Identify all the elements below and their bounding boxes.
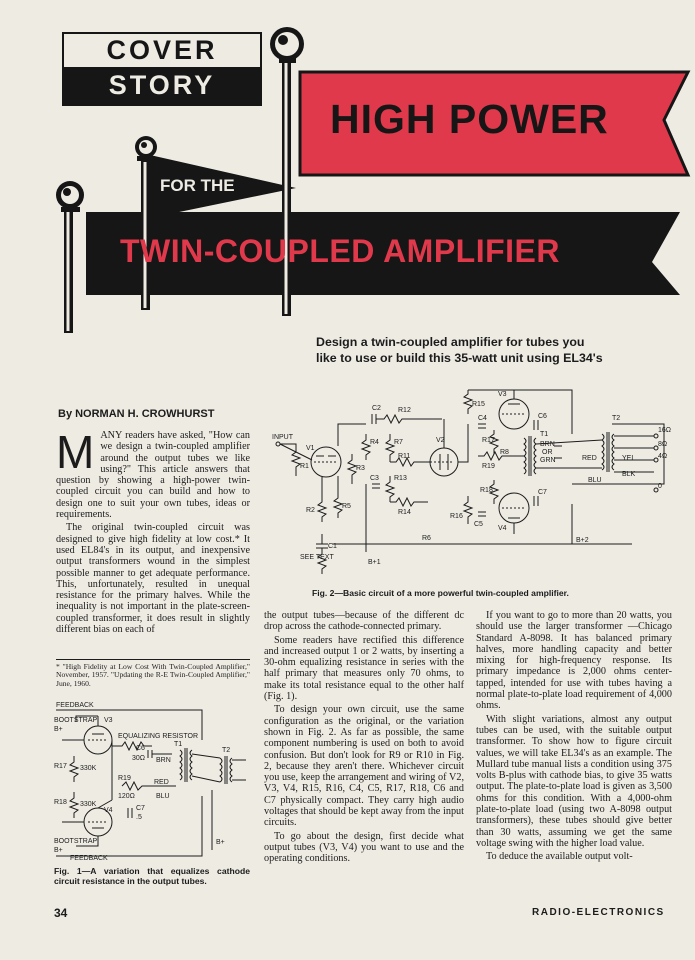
fig2-label-red: RED (582, 455, 597, 462)
fig2-label-r13: R13 (394, 475, 407, 482)
fig2-label-c4: C4 (478, 415, 487, 422)
fig2-label-r17: R17 (482, 437, 495, 444)
story-label: STORY (64, 67, 260, 104)
fig1-label-bootstrap-top: BOOTSTRAP (54, 717, 98, 724)
fig2-label-r11: R11 (398, 453, 411, 460)
col2-paragraph-4: To go about the design, first decide what output tubes (V3, V4) you want to use and the operating conditions. (264, 830, 464, 865)
fig2-label-or: OR (542, 449, 553, 456)
fig1-label-r19: R19 (118, 775, 131, 782)
fig1-label-r17v: 330K (80, 765, 97, 772)
fig2-label-4ohm: 4Ω (658, 453, 668, 460)
fig2-label-blu: BLU (588, 477, 602, 484)
fig1-label-feedback-top: FEEDBACK (56, 702, 94, 709)
fig2-label-r16: R16 (450, 513, 463, 520)
fig2-label-input: INPUT (272, 434, 293, 441)
col1-paragraph-1: ANY readers have asked, "How can we design a twin-coupled amplifier around the output tubes we like using?" This article answers that question by showing a high-power twin-coupled circuit you can build and how to design one to suit your own tubes, ideas or requirements. (56, 430, 250, 521)
fig2-label-r5: R5 (342, 503, 351, 510)
fig2-label-r4: R4 (370, 439, 379, 446)
fig1-label-t2: T2 (222, 747, 231, 754)
fig1-label-c7v: .5 (136, 814, 142, 821)
title-for-the: FOR THE (160, 176, 235, 195)
fig2-label-r15: R15 (472, 401, 485, 408)
fig2-label-v1: V1 (306, 445, 315, 452)
col1-paragraph-2: The original twin-coupled circuit was designed to give high fidelity at low cost.* It used EL84's in its output, and inexpensive output transformers wound in the simplest possible manner to get adequate performance. This, unfortunately, resulted in unequal resistance for the primary halves. While the inequality is not important in the plate-screen-coupled transformer, it does result in slightly different bias on each of (56, 522, 250, 636)
fig1-label-brn: BRN (156, 757, 171, 764)
deck-line-2: like to use or build this 35-watt unit using EL34's (316, 351, 603, 365)
fig2-label-r3: R3 (356, 465, 365, 472)
fig1-label-r17: R17 (54, 763, 67, 770)
footnote-rule (56, 659, 250, 660)
col3-paragraph-2: With slight variations, almost any output tubes can be used, with the suitable output transformer. To show how to figure circuit values, we will take EL34's as an example. The Mullard tube manual lists a condition using 375 volts B-plus with cathode bias, to give 35 watts output. The plate-to-plate load is given as 3,500 ohms for this condition. With a 4,000-ohm plate-to-plate load (using two A-8098 output transformers), these tubes should give better than 30 watts, assuming we get the same voltage swing with the higher load value. (476, 713, 672, 849)
column-2 (264, 610, 464, 867)
fig2-label-r19: R19 (482, 463, 495, 470)
fig2-label-r1: R1 (300, 463, 309, 470)
fig2-label-bplus1: B+1 (368, 559, 381, 566)
fig1-label-r19v: 120Ω (118, 793, 135, 800)
figure-2-caption: Fig. 2—Basic circuit of a more powerful twin-coupled amplifier. (312, 588, 569, 598)
fig2-label-v4: V4 (498, 525, 507, 532)
title-twin-coupled: TWIN-COUPLED AMPLIFIER (120, 233, 560, 269)
drop-cap: M (56, 426, 95, 478)
fig1-label-c7: C7 (136, 805, 145, 812)
fig1-label-c6: C6 (136, 745, 145, 752)
fig1-label-r18: R18 (54, 799, 67, 806)
column-3 (476, 610, 672, 865)
fig2-label-8ohm: 8Ω (658, 441, 668, 448)
fig2-label-16ohm: 16Ω (658, 427, 672, 434)
fig1-label-red: RED (154, 779, 169, 786)
deck (316, 334, 603, 366)
fig2-label-c6: C6 (538, 413, 547, 420)
fig2-label-c1: C1 (328, 543, 337, 550)
fig1-label-v4: V4 (104, 807, 113, 814)
fig2-label-c7: C7 (538, 489, 547, 496)
col3-paragraph-1: If you want to go to more than 20 watts, you should use the larger transformer —Chicago Standard A-8098. It has balanced primary halves, more handling capacity and better mixing for high-frequency response. Its primary impedance is 2,000 ohms center-tapped, intended for use with tubes having a normal plate-to-plate load requirement of 4,000 ohms. (476, 610, 672, 712)
fig1-label-feedback-bottom: FEEDBACK (70, 855, 108, 862)
fig1-label-bplus-bottom: B+ (54, 847, 63, 854)
fig2-label-r8: R8 (500, 449, 509, 456)
fig2-label-t2: T2 (612, 415, 621, 422)
fig1-label-r30: 30Ω (132, 755, 146, 762)
fig2-label-brn: BRN (540, 441, 555, 448)
fig2-label-c3: C3 (370, 475, 379, 482)
fig2-label-r6: R6 (422, 535, 431, 542)
fig2-label-zero: 0 (658, 483, 662, 490)
col3-paragraph-3: To deduce the available output volt- (486, 851, 633, 863)
deck-line-1: Design a twin-coupled amplifier for tubes you (316, 335, 585, 349)
figure-2-schematic (272, 384, 672, 582)
fig2-label-yel: YEL (622, 455, 636, 462)
fig2-label-grn: GRN (540, 457, 556, 464)
fig2-label-r12: R12 (398, 407, 411, 414)
footnote: * "High Fidelity at Low Cost With Twin-Coupled Amplifier," November, 1957. "Updating the R-E Twin-Coupled Amplifier," June, 1960. (56, 662, 250, 688)
fig1-label-bootstrap-bottom: BOOTSTRAP (54, 838, 98, 845)
col2-paragraph-2: Some readers have rectified this difference and increased output 1 or 2 watts, by inserting a 30-ohm equalizing resistance in series with the half primary that measures only 70 ohms, to make its total resistance equal to the other half (Fig. 1). (264, 634, 464, 703)
magazine-name: RADIO-ELECTRONICS (532, 907, 665, 918)
cover-story-box (62, 32, 262, 106)
col2-paragraph-3: To design your own circuit, use the same configuration as the original, or the variation shown in Fig. 2. As far as possible, the same component numbering is used on both to avoid confusion. But don't look for R9 or R10 in Fig. 2, because they aren't there. Whichever circuit you use, keep the arrangement and wiring of V2, V3, V4, R15, R16, C4, C5, R17, R18, C6 and C7 physically compact. They carry high audio voltages that should be kept away from the input circuits. (264, 704, 464, 829)
fig1-label-equalizing: EQUALIZING RESISTOR (118, 733, 198, 740)
fig2-label-t1: T1 (540, 431, 549, 438)
cover-label: COVER (106, 35, 218, 65)
fig2-label-v2: V2 (436, 437, 445, 444)
figure-1-schematic (52, 700, 254, 862)
fig2-label-r2: R2 (306, 507, 315, 514)
fig2-label-v3: V3 (498, 391, 507, 398)
fig1-label-blu: BLU (156, 793, 170, 800)
fig2-label-blk: BLK (622, 471, 636, 478)
fig2-label-r7: R7 (394, 439, 403, 446)
figure-1-caption: Fig. 1—A variation that equalizes cathode circuit resistance in the output tubes. (54, 866, 250, 886)
fig1-label-t1: T1 (174, 741, 183, 748)
column-1 (56, 426, 250, 637)
fig2-label-r18: R18 (480, 487, 493, 494)
fig2-label-bplus2: B+2 (576, 537, 589, 544)
col2-paragraph-1: the output tubes—because of the different dc drop across the cathode-connected primary. (264, 610, 464, 633)
fig2-label-c2: C2 (372, 405, 381, 412)
fig2-label-r14: R14 (398, 509, 411, 516)
page-number: 34 (54, 906, 68, 920)
title-high-power: HIGH POWER (330, 96, 609, 142)
fig1-label-v3: V3 (104, 717, 113, 724)
byline: By NORMAN H. CROWHURST (58, 408, 215, 420)
fig1-label-bplus-right: B+ (216, 839, 225, 846)
fig1-label-r18v: 330K (80, 801, 97, 808)
fig2-label-see-text: SEE TEXT (300, 554, 334, 561)
fig2-label-c5: C5 (474, 521, 483, 528)
fig1-label-bplus-top: B+ (54, 726, 63, 733)
